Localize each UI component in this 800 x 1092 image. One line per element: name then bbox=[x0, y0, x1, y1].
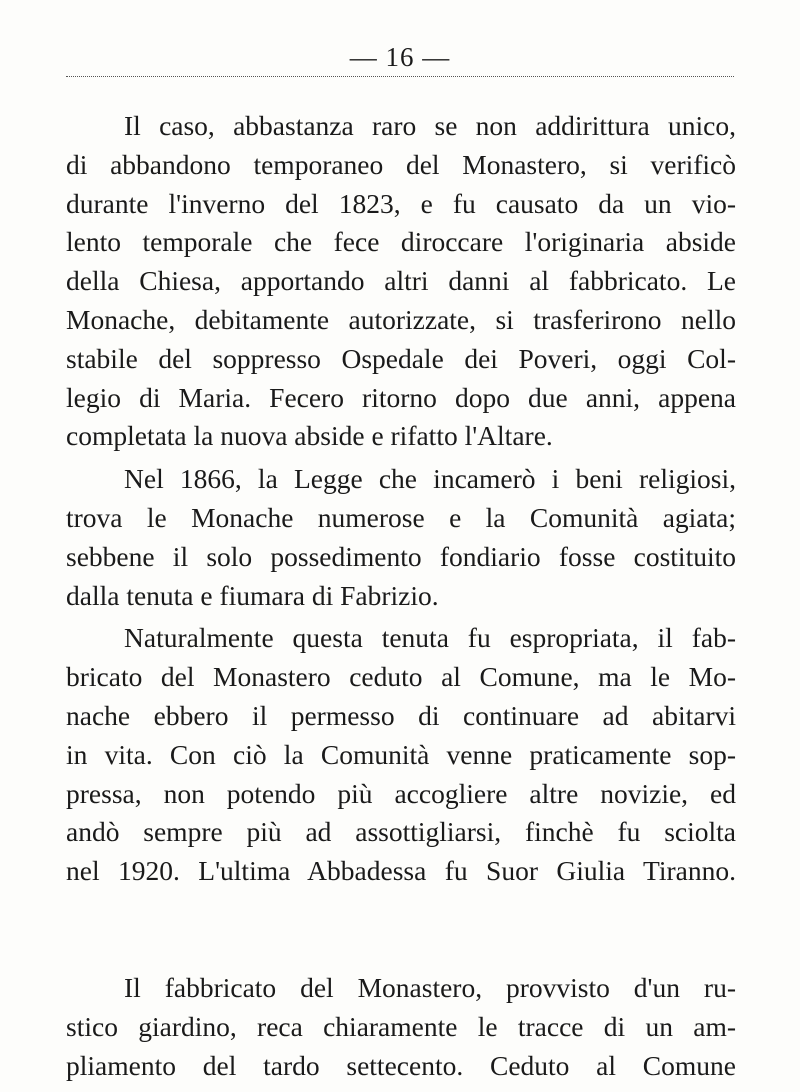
text-line: dalla tenuta e fiumara di Fabrizio. bbox=[66, 579, 439, 611]
text-line: stabile del soppresso Ospedale dei Poveri, oggi Col- bbox=[66, 342, 736, 374]
text-line: Il caso, abbastanza raro se non addirittura unico, bbox=[124, 110, 736, 141]
text-line: completata la nuova abside e rifatto l'Altare. bbox=[66, 420, 553, 452]
text-line: di abbandono temporaneo del Monastero, si verificò bbox=[66, 148, 736, 180]
text-line: durante l'inverno del 1823, e fu causato da un vio- bbox=[66, 187, 736, 219]
section-break bbox=[66, 891, 736, 969]
paragraph-4 bbox=[66, 969, 736, 1085]
text-line: Monache, debitamente autorizzate, si trasferirono nello bbox=[66, 303, 736, 335]
text-line: pressa, non potendo più accogliere altre novizie, ed bbox=[66, 777, 736, 809]
body-text bbox=[66, 107, 736, 1085]
paragraph-1 bbox=[66, 107, 736, 456]
paragraph-3 bbox=[66, 619, 736, 891]
text-line: bricato del Monastero ceduto al Comune, ma le Mo- bbox=[66, 661, 736, 693]
text-line: trova le Monache numerose e la Comunità agiata; bbox=[66, 501, 736, 533]
page-number: — 16 — bbox=[349, 42, 451, 72]
paragraph-2 bbox=[66, 460, 736, 615]
text-line: stico giardino, reca chiaramente le tracce di un am- bbox=[66, 1010, 736, 1042]
text-line: legio di Maria. Fecero ritorno dopo due anni, appena bbox=[66, 381, 736, 413]
text-line: nache ebbero il permesso di continuare ad abitarvi bbox=[66, 699, 736, 731]
text-line: lento temporale che fece diroccare l'originaria abside bbox=[66, 226, 736, 258]
text-line: Naturalmente questa tenuta fu espropriata, il fab- bbox=[124, 622, 736, 654]
text-line: della Chiesa, apportando altri danni al fabbricato. Le bbox=[66, 265, 736, 297]
text-line: sebbene il solo possedimento fondiario fosse costituito bbox=[66, 540, 736, 572]
text-line: in vita. Con ciò la Comunità venne praticamente sop- bbox=[66, 738, 736, 770]
text-line: pliamento del tardo settecento. Ceduto al Comune bbox=[66, 1049, 736, 1081]
header-rule bbox=[66, 76, 734, 77]
text-line: Nel 1866, la Legge che incamerò i beni religiosi, bbox=[124, 463, 736, 495]
text-line: Il fabbricato del Monastero, provvisto d'un ru- bbox=[124, 971, 736, 1003]
text-line: nel 1920. L'ultima Abbadessa fu Suor Giulia Tiranno. bbox=[66, 855, 736, 887]
text-line: andò sempre più ad assottigliarsi, finchè fu sciolta bbox=[66, 816, 736, 848]
